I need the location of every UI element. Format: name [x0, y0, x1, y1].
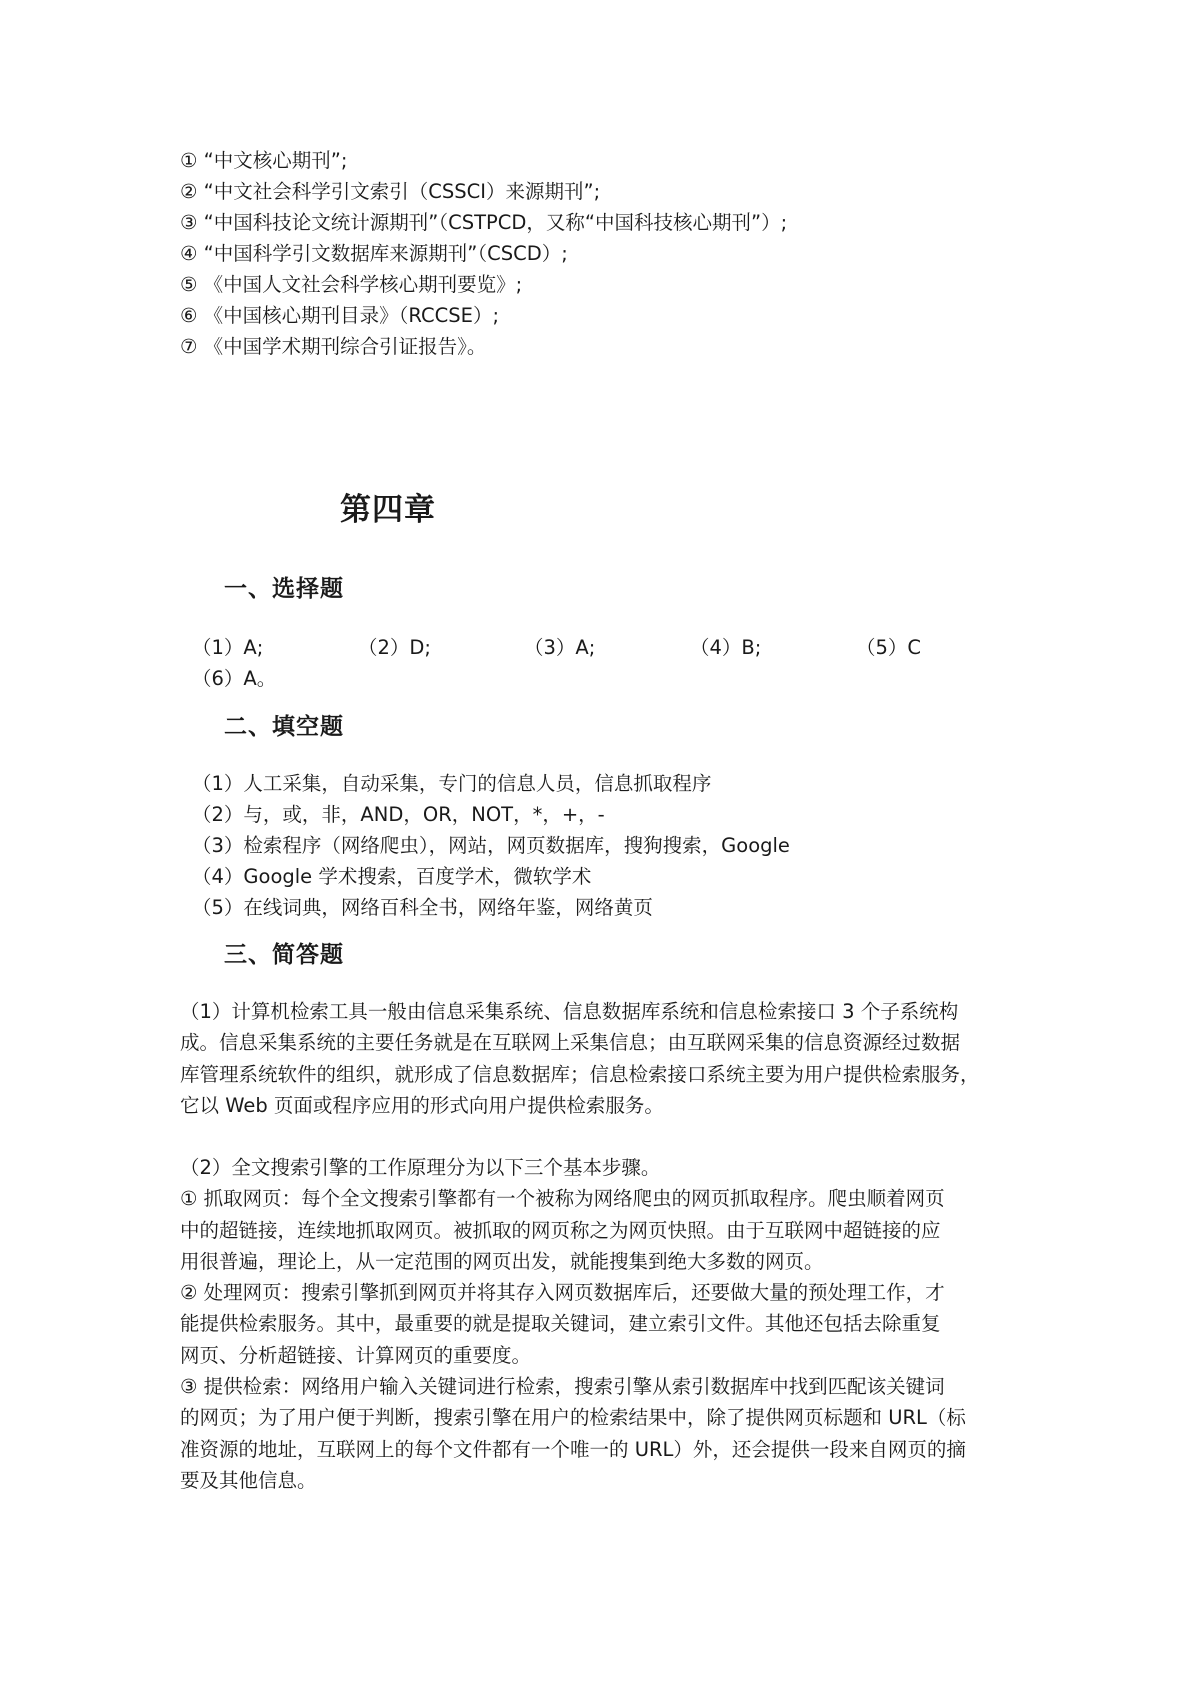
list-item: ③ “中国科技论文统计源期刊”（CSTPCD，又称“中国科技核心期刊”）; [180, 211, 788, 234]
list-item: ⑥ 《中国核心期刊目录》（RCCSE）; [180, 304, 500, 327]
paragraph-line: 成。信息采集系统的主要任务就是在互联网上采集信息；由互联网采集的信息资源经过数据 [180, 1031, 961, 1055]
paragraph-line: 网页、分析超链接、计算网页的重要度。 [180, 1343, 532, 1367]
list-item: ⑦ 《中国学术期刊综合引证报告》。 [180, 335, 487, 358]
paragraph-line: ① 抓取网页：每个全文搜索引擎都有一个被称为网络爬虫的网页抓取程序。爬虫顺着网页 [180, 1187, 945, 1211]
list-item: ② “中文社会科学引文索引（CSSCI）来源期刊”; [180, 180, 601, 203]
list-item: ① “中文核心期刊”; [180, 149, 348, 172]
paragraph-line: 准资源的地址，互联网上的每个文件都有一个唯一的 URL）外，还会提供一段来自网页的摘 [180, 1437, 966, 1461]
short-answer-2 [180, 1152, 1016, 1496]
paragraph-line: 中的超链接，连续地抓取网页。被抓取的网页称之为网页快照。由于互联网中超链接的应 [180, 1218, 941, 1242]
paragraph-line: 库管理系统软件的组织，就形成了信息数据库；信息检索接口系统主要为用户提供检索服务， [180, 1062, 980, 1086]
fill-answer: （3）检索程序（网络爬虫），网站，网页数据库，搜狗搜索，Google [192, 834, 790, 857]
section-heading-choice: 一、选择题 [224, 576, 344, 602]
list-item: ⑤ 《中国人文社会科学核心期刊要览》; [180, 273, 523, 296]
fill-answer: （4）Google 学术搜索，百度学术，微软学术 [192, 865, 592, 888]
choice-answer: （3）A; [524, 636, 596, 659]
choice-answer: （4）B; [690, 636, 762, 659]
fill-answer: （5）在线词典，网络百科全书，网络年鉴，网络黄页 [192, 896, 653, 919]
paragraph-line: 能提供检索服务。其中，最重要的就是提取关键词，建立索引文件。其他还包括去除重复 [180, 1312, 941, 1336]
section-heading-fill: 二、填空题 [224, 714, 344, 740]
paragraph-line: 它以 Web 页面或程序应用的形式向用户提供检索服务。 [180, 1093, 664, 1117]
paragraph-line: ② 处理网页：搜索引擎抓到网页并将其存入网页数据库后，还要做大量的预处理工作，才 [180, 1281, 945, 1305]
paragraph-line: ③ 提供检索：网络用户输入关键词进行检索，搜索引擎从索引数据库中找到匹配该关键词 [180, 1375, 945, 1399]
fill-answer: （1）人工采集，自动采集，专门的信息人员，信息抓取程序 [192, 772, 712, 795]
paragraph-line: （1）计算机检索工具一般由信息采集系统、信息数据库系统和信息检索接口 3 个子系统构 [180, 1000, 959, 1023]
choice-answer: （5）C [856, 636, 922, 659]
list-item: ④ “中国科学引文数据库来源期刊”（CSCD）; [180, 242, 568, 265]
choice-answer: （6）A。 [192, 667, 277, 690]
paragraph-line: 用很普遍，理论上，从一定范围的网页出发，就能搜集到绝大多数的网页。 [180, 1249, 824, 1273]
choice-answer: （2）D; [358, 636, 431, 659]
choice-answer: （1）A; [192, 636, 264, 659]
section-heading-short-answer: 三、简答题 [224, 942, 344, 968]
fill-answer: （2）与，或，非，AND，OR，NOT，*，+，- [192, 803, 605, 826]
paragraph-line: 的网页；为了用户便于判断，搜索引擎在用户的检索结果中，除了提供网页标题和 URL（标 [180, 1406, 966, 1430]
paragraph-line: （2）全文搜索引擎的工作原理分为以下三个基本步骤。 [180, 1156, 661, 1179]
paragraph-line: 要及其他信息。 [180, 1468, 317, 1492]
short-answer-1 [180, 996, 1016, 1121]
chapter-title: 第四章 [340, 492, 436, 528]
choice-answers-row [192, 632, 952, 663]
